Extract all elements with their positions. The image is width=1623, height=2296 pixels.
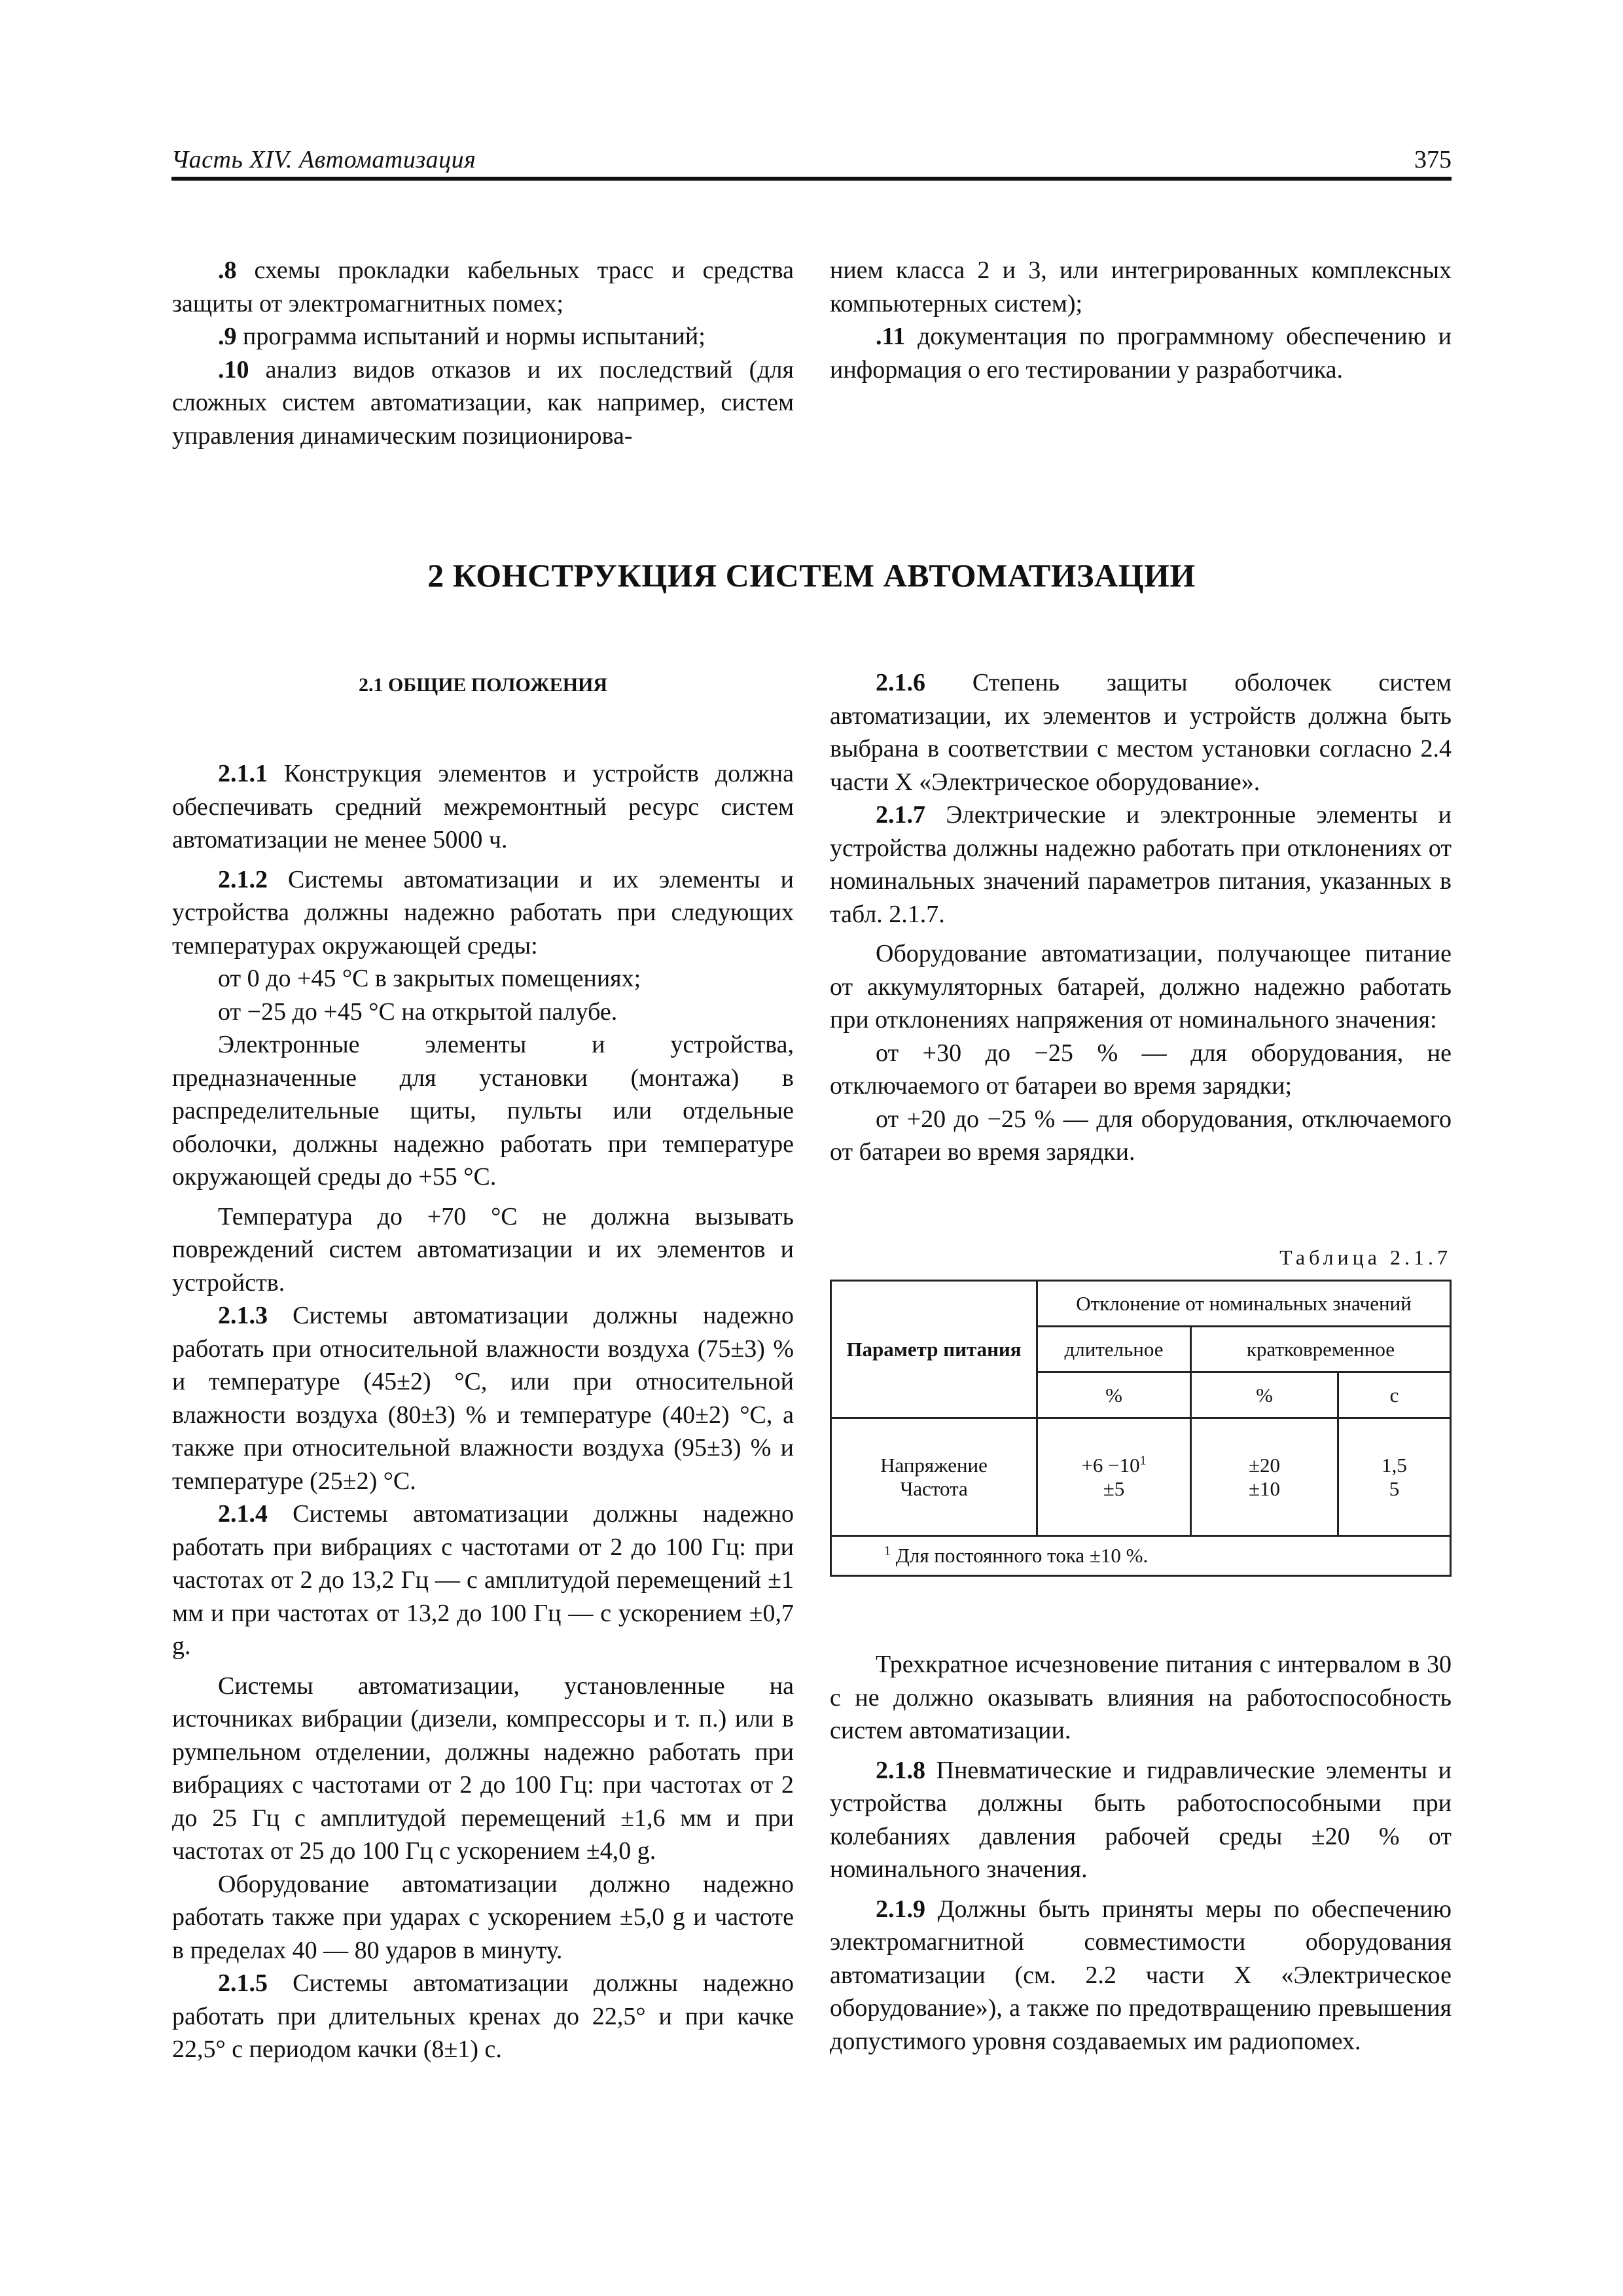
item-8 bbox=[172, 254, 794, 320]
para-2-1-3 bbox=[172, 1299, 794, 1498]
temp-70-para: Температура до +70 °С не должна вызывать повреждений систем автоматизации и их элементов и устройств. bbox=[172, 1202, 794, 1297]
battery-case-a: от +30 до −25 % — для оборудования, не отключаемого от батареи во время зарядки; bbox=[830, 1039, 1452, 1100]
row-frequency-label: Частота bbox=[900, 1477, 968, 1500]
voltage-long-value: $+6 -10^1$ bbox=[1081, 1453, 1147, 1477]
table-row bbox=[831, 1418, 1451, 1536]
table-footnote bbox=[831, 1536, 1451, 1576]
left-column bbox=[172, 757, 794, 2066]
frequency-long-value: ±5 bbox=[1103, 1477, 1125, 1500]
short-percent-cell bbox=[1191, 1418, 1338, 1536]
vibration-sources-para: Системы автоматизации, установленные на источниках вибрации (дизели, компрессоры и т. п.) или в румпельном отделении, должны надежно работать при вибрациях с частотами от 2 до 100 Гц: при частотах от 2 до 25 Гц с амплитудой перемещений ±1,6 мм и при частотах от 25 до 100 Гц с ускорением ±4,0 g. bbox=[172, 1672, 794, 1865]
para-2-1-4 bbox=[172, 1498, 794, 1663]
para-2-1-2 bbox=[172, 863, 794, 963]
para-2-1-5 bbox=[172, 1967, 794, 2066]
para-2-1-8 bbox=[830, 1754, 1452, 1886]
unit-long: % bbox=[1037, 1372, 1191, 1418]
item-10 bbox=[172, 353, 794, 453]
electronic-elements-para: Электронные элементы и устройства, предназначенные для установки (монтажа) в распределительные щиты, пульты или отдельные оболочки, должны надежно работать при температуре окружающей среды до +55 °С. bbox=[172, 1031, 794, 1191]
long-values-cell bbox=[1037, 1418, 1191, 1536]
para-number: 2.1.5 bbox=[218, 1969, 268, 1997]
footnote-text: Для постоянного тока ±10 %. bbox=[891, 1544, 1149, 1567]
para-text: Системы автоматизации должны надежно работать при длительных кренах до 22,5° и при качке 22,5° с периодом качки (8±1) с. bbox=[172, 1969, 794, 2063]
para-number: 2.1.7 bbox=[876, 801, 925, 829]
para-text: Степень защиты оболочек систем автоматизации, их элементов и устройств должна быть выбрана в соответствии с местом установки согласно 2.4 части X «Электрическое оборудование». bbox=[830, 669, 1452, 796]
table-header-row bbox=[831, 1281, 1451, 1327]
para-2-1-9 bbox=[830, 1893, 1452, 2058]
param-names-cell bbox=[831, 1418, 1037, 1536]
item-9 bbox=[172, 320, 794, 353]
battery-case-b: от +20 до −25 % — для оборудования, отключаемого от батареи во время зарядки. bbox=[830, 1105, 1452, 1166]
voltage-short-percent: ±20 bbox=[1248, 1453, 1280, 1477]
right-column-lower bbox=[830, 1648, 1452, 2058]
subsection-title: 2.1 ОБЩИЕ ПОЛОЖЕНИЯ bbox=[358, 674, 608, 696]
section-title: 2 КОНСТРУКЦИЯ СИСТЕМ АВТОМАТИЗАЦИИ bbox=[427, 557, 1196, 594]
item-number: .9 bbox=[218, 323, 237, 350]
voltage-short-seconds: 1,5 bbox=[1382, 1453, 1407, 1477]
para-number: 2.1.3 bbox=[218, 1302, 268, 1329]
para-2-1-1 bbox=[172, 757, 794, 857]
right-column-upper bbox=[830, 666, 1452, 1169]
unit-short-seconds: с bbox=[1338, 1372, 1451, 1418]
para-text: Системы автоматизации и их элементы и устройства должны надежно работать при следующих температурах окружающей среды: bbox=[172, 865, 794, 960]
item-number: .11 bbox=[876, 323, 906, 350]
item-text: документация по программному обеспечению и информация о его тестировании у разработчика. bbox=[830, 323, 1452, 384]
para-number: 2.1.2 bbox=[218, 865, 268, 893]
para-text: Должны быть приняты меры по обеспечению электромагнитной совместимости оборудования автоматизации (см. 2.2 части X «Электрическое оборудование»), а также по предотвращению превышения допустимого уровня создаваемых им радиопомех. bbox=[830, 1895, 1452, 2055]
shock-para: Оборудование автоматизации должно надежно работать также при ударах с ускорением ±5,0 g и частоте в пределах 40 — 80 ударов в минуту. bbox=[172, 1870, 794, 1964]
long-header: длительное bbox=[1037, 1327, 1191, 1372]
row-voltage-label: Напряжение bbox=[880, 1453, 988, 1477]
para-number: 2.1.9 bbox=[876, 1895, 925, 1923]
running-header-title: Часть XIV. Автоматизация bbox=[171, 146, 476, 173]
para-text: Конструкция элементов и устройств должна обеспечивать средний межремонтный ресурс систем автоматизации не менее 5000 ч. bbox=[172, 760, 794, 853]
footnote-mark: 1 bbox=[884, 1543, 891, 1558]
para-number: 2.1.8 bbox=[876, 1756, 925, 1784]
para-number: 2.1.1 bbox=[218, 760, 268, 787]
unit-short-percent: % bbox=[1191, 1372, 1338, 1418]
table-2-1-7 bbox=[830, 1280, 1452, 1577]
deviation-header: Отклонение от номинальных значений bbox=[1037, 1281, 1451, 1327]
short-header: кратковременное bbox=[1191, 1327, 1451, 1372]
short-seconds-cell bbox=[1338, 1418, 1451, 1536]
table-caption: Таблица 2.1.7 bbox=[1279, 1246, 1452, 1269]
footnote-ref: 1 bbox=[1139, 1453, 1147, 1468]
para-text: Электрические и электронные элементы и устройства должны надежно работать при отклонениях от номинальных значений параметров питания, указанных в табл. 2.1.7. bbox=[830, 801, 1452, 928]
para-text: Пневматические и гидравлические элементы и устройства должны быть работоспособными при колебаниях давления рабочей среды ±20 % от номинального значения. bbox=[830, 1756, 1452, 1883]
temp-closed-spaces: от 0 до +45 °С в закрытых помещениях; bbox=[218, 965, 641, 992]
frequency-short-seconds: 5 bbox=[1389, 1477, 1400, 1500]
triple-outage-para: Трехкратное исчезновение питания с интервалом в 30 с не должно оказывать влияния на работоспособность систем автоматизации. bbox=[830, 1651, 1452, 1744]
param-header: Параметр питания bbox=[831, 1281, 1037, 1418]
item-number: .10 bbox=[218, 355, 249, 384]
item-text: программа испытаний и нормы испытаний; bbox=[236, 323, 705, 350]
para-number: 2.1.4 bbox=[218, 1500, 268, 1528]
page-number: 375 bbox=[1414, 146, 1452, 173]
frequency-short-percent: ±10 bbox=[1248, 1477, 1280, 1500]
intro-right-column bbox=[830, 254, 1452, 386]
para-2-1-6 bbox=[830, 666, 1452, 798]
item-text: схемы прокладки кабельных трасс и средства защиты от электромагнитных помех; bbox=[172, 257, 794, 317]
battery-para: Оборудование автоматизации, получающее питание от аккумуляторных батарей, должно надежно работать при отклонениях напряжения от номинального значения: bbox=[830, 940, 1452, 1033]
para-number: 2.1.6 bbox=[876, 669, 925, 696]
item-10-continuation: нием класса 2 и 3, или интегрированных комплексных компьютерных систем); bbox=[830, 257, 1452, 317]
para-2-1-7 bbox=[830, 798, 1452, 931]
item-11 bbox=[830, 320, 1452, 386]
temp-open-deck: от −25 до +45 °С на открытой палубе. bbox=[218, 997, 618, 1026]
item-text: анализ видов отказов и их последствий (для сложных систем автоматизации, как например, систем управления динамическим позиционирова- bbox=[172, 355, 794, 450]
header-rule bbox=[171, 177, 1452, 181]
para-text: Системы автоматизации должны надежно работать при относительной влажности воздуха (75±3) % и температуре (45±2) °С, или при относительной влажности воздуха (80±3) % и температуре (40±2) °С, а также при относительной влажности воздуха (95±3) % и температуре (25±2) °С. bbox=[172, 1302, 794, 1495]
item-number: .8 bbox=[218, 257, 237, 284]
para-text: Системы автоматизации должны надежно работать при вибрациях с частотами от 2 до 100 Гц: при частотах от 2 до 13,2 Гц — с амплитудой перемещений ±1 мм и при частотах от 13,2 до 100 Гц — с ускорением ±0,7 g. bbox=[172, 1500, 794, 1660]
intro-left-column bbox=[172, 254, 794, 452]
table-footnote-row bbox=[831, 1536, 1451, 1576]
